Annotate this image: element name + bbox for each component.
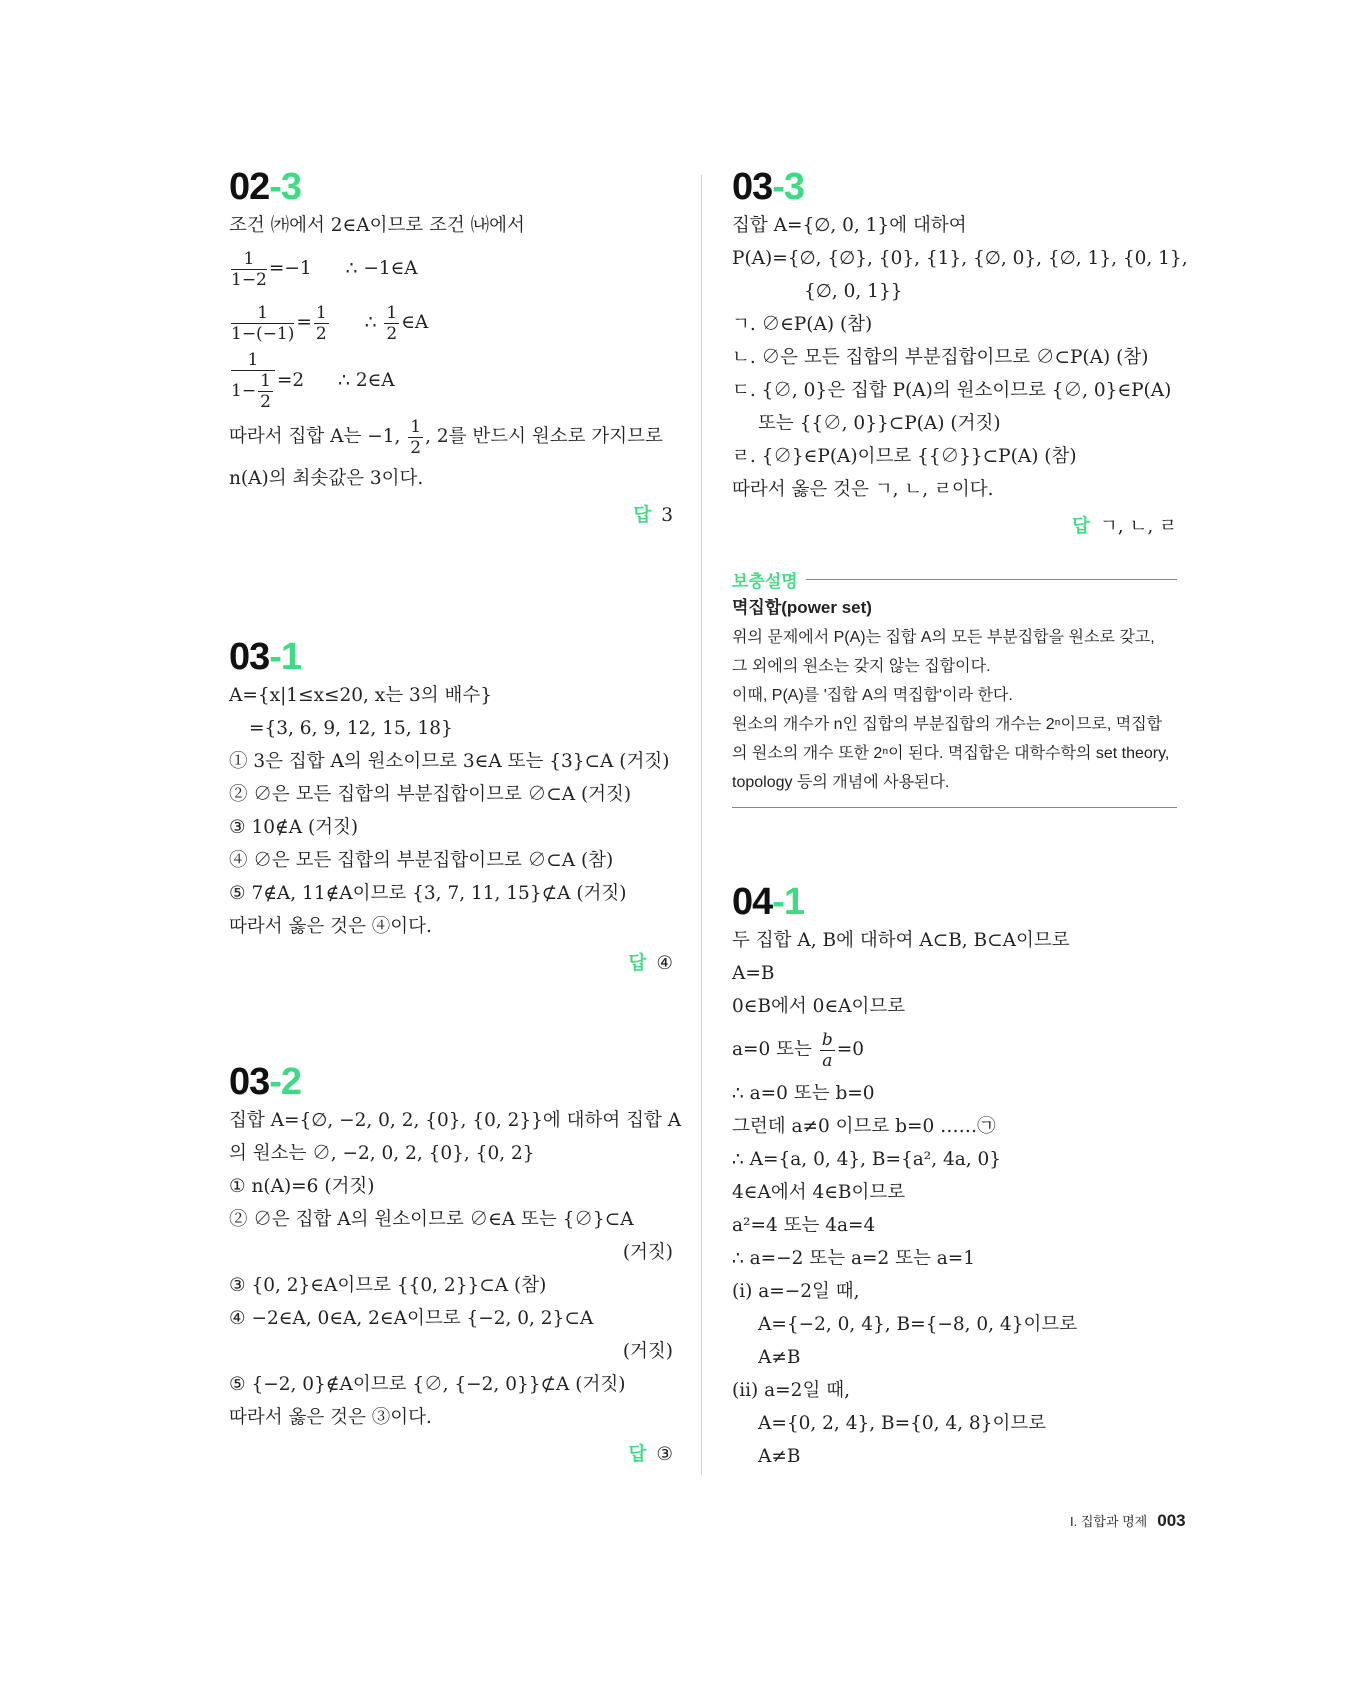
numerator: 1 <box>231 303 294 324</box>
solution-line: 따라서 옳은 것은 ③이다. <box>229 1407 432 1428</box>
solution-line: ① n(A)=6 (거짓) <box>229 1176 375 1197</box>
line-text: , 2를 반드시 원소로 가지므로 <box>425 426 663 447</box>
solution-line: ① 3은 집합 A의 원소이므로 3∈A 또는 {3}⊂A (거짓) <box>229 751 670 772</box>
solution-line: 4∈A에서 4∈B이므로 <box>732 1182 906 1203</box>
answer-value: ④ <box>656 953 673 974</box>
problem-number-sub: -1 <box>269 636 302 678</box>
problem-number-main: 03 <box>732 166 773 208</box>
solution-line: ㄹ. {∅}∈P(A)이므로 {{∅}}⊂P(A) (참) <box>732 446 1077 467</box>
solution-line: 집합 A={∅, 0, 1}에 대하여 <box>732 215 967 236</box>
solution-line: ㄷ. {∅, 0}은 집합 P(A)의 원소이므로 {∅, 0}∈P(A) <box>732 380 1172 401</box>
solution-line: ③ {0, 2}∈A이므로 {{0, 2}}⊂A (참) <box>229 1275 547 1296</box>
solution-line: 또는 {{∅, 0}}⊂P(A) (거짓) <box>758 413 1001 434</box>
solution-line: ④ −2∈A, 0∈A, 2∈A이므로 {−2, 0, 2}⊂A <box>229 1308 594 1329</box>
solution-line: A≠B <box>758 1446 801 1467</box>
solution-line: A={0, 2, 4}, B={0, 4, 8}이므로 <box>758 1413 1047 1434</box>
fraction <box>314 303 329 344</box>
fraction <box>231 350 275 412</box>
problem-number-sub: -2 <box>269 1061 302 1103</box>
supplement-line: 이때, P(A)를 '집합 A의 멱집합'이라 한다. <box>732 687 1013 704</box>
answer <box>229 943 673 984</box>
solution-line: 그런데 a≠0 이므로 b=0 ……㉠ <box>732 1116 996 1137</box>
supplement-line: topology 등의 개념에 사용된다. <box>732 774 950 791</box>
denominator: 2 <box>386 323 398 344</box>
answer <box>732 506 1177 547</box>
supplement-line: 의 원소의 개수 또한 2ⁿ이 된다. 멱집합은 대학수학의 set theory, <box>732 745 1170 762</box>
problem-03-1 <box>229 635 673 984</box>
problem-03-3 <box>732 165 1188 547</box>
solution-line: 조건 ㈎에서 2∈A이므로 조건 ㈏에서 <box>229 215 525 236</box>
supplement-line: 위의 문제에서 P(A)는 집합 A의 모든 부분집합을 원소로 갖고, <box>732 629 1155 646</box>
denominator-text: 1− <box>231 381 257 401</box>
answer-label: 답 <box>628 952 647 973</box>
problem-number <box>732 880 1177 924</box>
denominator: a <box>822 1050 833 1071</box>
solution-line: ㄴ. ∅은 모든 집합의 부분집합이므로 ∅⊂P(A) (참) <box>732 347 1149 368</box>
denominator <box>231 371 275 412</box>
answer <box>229 495 673 536</box>
conclusion-text: ∴ 2∈A <box>338 370 395 391</box>
numerator: 1 <box>231 350 275 371</box>
problem-number <box>229 635 673 679</box>
line-text: 따라서 집합 A는 −1, <box>229 426 401 447</box>
problem-02-3 <box>229 165 673 536</box>
answer-value: ㄱ, ㄴ, ㄹ <box>1099 516 1177 537</box>
conclusion-text: ∈A <box>401 312 429 333</box>
solution-line: ∴ A={a, 0, 4}, B={a², 4a, 0} <box>732 1149 1002 1170</box>
solution-line: 0∈B에서 0∈A이므로 <box>732 996 906 1017</box>
numerator: 1 <box>260 371 271 391</box>
fraction <box>384 303 399 344</box>
answer-value: ③ <box>656 1444 673 1465</box>
solution-line: (ⅰ) a=−2일 때, <box>732 1281 860 1302</box>
solution-line: ∴ a=0 또는 b=0 <box>732 1083 875 1104</box>
conclusion-text: ∴ <box>364 312 377 333</box>
solution-line: a²=4 또는 4a=4 <box>732 1215 876 1236</box>
problem-number-sub: -1 <box>772 881 805 923</box>
solution-line: 따라서 옳은 것은 ㄱ, ㄴ, ㄹ이다. <box>732 479 994 500</box>
fraction <box>231 303 294 344</box>
supplement-box <box>732 565 1177 808</box>
answer-label: 답 <box>1071 515 1090 536</box>
problem-number-sub: -3 <box>772 166 805 208</box>
solution-line: A={−2, 0, 4}, B={−8, 0, 4}이므로 <box>758 1314 1078 1335</box>
denominator: 2 <box>410 437 422 458</box>
solution-line: ② ∅은 모든 집합의 부분집합이므로 ∅⊂A (거짓) <box>229 784 632 805</box>
denominator: 1−(−1) <box>231 323 295 344</box>
numerator: b <box>821 1029 833 1050</box>
solution-line: 의 원소는 ∅, −2, 0, 2, {0}, {0, 2} <box>229 1143 535 1164</box>
numerator: 1 <box>231 249 267 270</box>
denominator: 2 <box>315 323 327 344</box>
solution-line: ⑤ {−2, 0}∉A이므로 {∅, {−2, 0}}⊄A (거짓) <box>229 1374 626 1395</box>
formula-line-1 <box>229 242 673 296</box>
solution-line: ∴ a=−2 또는 a=2 또는 a=1 <box>732 1248 976 1269</box>
formula-line-2 <box>229 296 673 350</box>
answer-label: 답 <box>628 1443 647 1464</box>
supplement-label: 보충설명 <box>732 571 798 591</box>
solution-line: ㄱ. ∅∈P(A) (참) <box>732 314 873 335</box>
solution-line: ⑤ 7∉A, 11∉A이므로 {3, 7, 11, 15}⊄A (거짓) <box>229 883 627 904</box>
solution-line: (ⅱ) a=2일 때, <box>732 1380 850 1401</box>
denominator: 1−2 <box>231 269 267 290</box>
solution-line: A={x|1≤x≤20, x는 3의 배수} <box>229 685 493 706</box>
solution-line: (거짓) <box>622 1341 673 1362</box>
header-rule <box>806 579 1177 580</box>
problem-number-sub: -3 <box>269 166 302 208</box>
problem-03-2 <box>229 1060 682 1475</box>
solution-line: ③ 10∉A (거짓) <box>229 817 359 838</box>
fraction <box>820 1030 835 1071</box>
solution-line: (거짓) <box>622 1242 673 1263</box>
problem-number-main: 04 <box>732 881 773 923</box>
formula-text: =2 <box>276 370 305 391</box>
solution-line: {∅, 0, 1}} <box>804 281 903 302</box>
problem-number-main: 02 <box>229 166 270 208</box>
formula-text: = <box>296 312 312 333</box>
numerator: 1 <box>315 302 327 323</box>
solution-line <box>229 412 673 462</box>
problem-number-main: 03 <box>229 1061 270 1103</box>
formula-text: =0 <box>836 1039 864 1060</box>
problem-number-main: 03 <box>229 636 270 678</box>
formula-line <box>732 1023 1177 1077</box>
solution-line: 두 집합 A, B에 대하여 A⊂B, B⊂A이므로 <box>732 930 1070 951</box>
problem-04-1 <box>732 880 1177 1473</box>
formula-line-3 <box>229 350 673 412</box>
supplement-line: 그 외에의 원소는 갖지 않는 집합이다. <box>732 658 991 675</box>
column-divider <box>701 175 702 1475</box>
solution-line: P(A)={∅, {∅}, {0}, {1}, {∅, 0}, {∅, 1}, {0, 1}, <box>732 248 1188 269</box>
supplement-header <box>732 565 1177 593</box>
answer-value: 3 <box>661 505 673 526</box>
section-title: I. 집합과 명제 <box>1070 1514 1148 1529</box>
supplement-line: 원소의 개수가 n인 집합의 부분집합의 개수는 2ⁿ이므로, 멱집합 <box>732 716 1163 733</box>
problem-number <box>732 165 1177 209</box>
solution-line: ④ ∅은 모든 집합의 부분집합이므로 ∅⊂A (참) <box>229 850 614 871</box>
fraction <box>408 417 423 458</box>
problem-number <box>229 1060 673 1104</box>
solution-line: 따라서 옳은 것은 ④이다. <box>229 916 432 937</box>
solution-line: ={3, 6, 9, 12, 15, 18} <box>249 718 453 739</box>
page-number: 003 <box>1157 1511 1186 1530</box>
formula-text: =−1 <box>268 258 312 279</box>
numerator: 1 <box>410 416 422 437</box>
solution-line: A≠B <box>758 1347 801 1368</box>
supplement-title: 멱집합(power set) <box>732 598 872 617</box>
answer-label: 답 <box>633 504 652 525</box>
denominator: 2 <box>260 392 271 412</box>
fraction <box>231 249 267 290</box>
solution-line: n(A)의 최솟값은 3이다. <box>229 468 424 489</box>
page-footer <box>1070 1511 1186 1531</box>
solution-line: 집합 A={∅, −2, 0, 2, {0}, {0, 2}}에 대하여 집합 A <box>229 1110 682 1131</box>
solution-line: ② ∅은 집합 A의 원소이므로 ∅∈A 또는 {∅}⊂A <box>229 1209 634 1230</box>
solution-line: A=B <box>732 963 775 984</box>
conclusion-text: ∴ −1∈A <box>345 258 418 279</box>
formula-text: a=0 또는 <box>732 1039 812 1060</box>
problem-number <box>229 165 673 209</box>
answer <box>229 1434 673 1475</box>
numerator: 1 <box>386 302 398 323</box>
fraction <box>258 371 273 412</box>
